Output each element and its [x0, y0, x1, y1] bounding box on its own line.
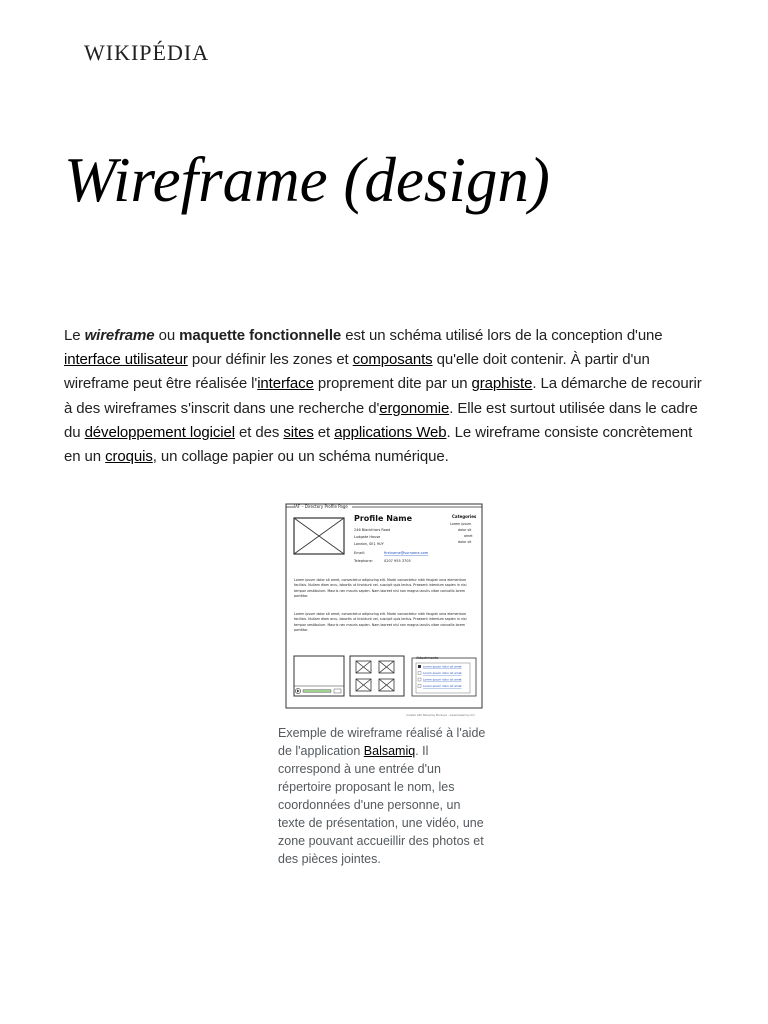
- photo-grid-placeholder: [350, 656, 404, 696]
- mockup-profile-name: Profile Name: [354, 514, 413, 523]
- link-graphiste[interactable]: graphiste: [471, 375, 533, 393]
- mockup-footer-credit: created with Balsamiq Mockups - www.balsamiq.com: [406, 714, 475, 717]
- mockup-attachment-1: Lorem ipsum dolor sit amet: [423, 664, 462, 669]
- mockup-address-line-3: London, SE1 9UY: [354, 542, 384, 546]
- page-title: Wireframe (design): [64, 145, 550, 215]
- link-balsamiq[interactable]: Balsamiq: [363, 744, 416, 758]
- mockup-categories-title: Categories: [452, 514, 477, 519]
- wikipedia-logo[interactable]: WIKIPÉDIA: [84, 40, 210, 65]
- mockup-telephone-value: 0207 955 3705: [384, 559, 411, 563]
- link-ergonomie[interactable]: ergonomie: [379, 399, 450, 417]
- link-interface[interactable]: interface: [257, 375, 314, 393]
- mockup-paragraph-2: Lorem ipsum dolor sit amet, consectetur adipiscing elit. Morbi consectetur nibh feugiat urna elementum facilisis. Nullam diam arcu, lobortis ut tincidunt vel, suscipit quis lectus. Praesent interdum sapien in nisi tempor vestibulum. Mauris nec mauris sapien. Nam laoreet nisl non magna iaculis vitae convallis lorem porttitor.: [294, 612, 467, 633]
- attachments-panel: [412, 656, 476, 696]
- link-composants[interactable]: composants: [352, 351, 433, 369]
- figure-caption: Exemple de wireframe réalisé à l'aide de l'application Balsamiq. Il correspond à une entrée d'un répertoire proposant le nom, les coordonnées d'une personne, un texte de présentation, une vidéo, une zone pouvant accueillir des photos et des pièces jointes.: [278, 726, 486, 866]
- mockup-address-line-1: 246 Blackfriars Road: [354, 528, 391, 532]
- mockup-telephone-label: Telephone:: [354, 559, 373, 563]
- mockup-window-title: IAF – Directory Profile Page: [294, 504, 348, 509]
- link-applications-web[interactable]: applications Web: [334, 423, 447, 441]
- mockup-category-1: Lorem ipsum: [450, 522, 472, 526]
- mockup-paragraph-1: Lorem ipsum dolor sit amet, consectetur adipiscing elit. Morbi consectetur nibh feugiat urna elementum facilisis. Nullam diam arcu, lobortis ut tincidunt vel, suscipit quis lectus. Praesent interdum sapien in nisi tempor vestibulum. Mauris nec mauris sapien. Nam laoreet nisl non magna iaculis vitae convallis lorem porttitor.: [294, 578, 467, 599]
- link-croquis[interactable]: croquis: [105, 448, 153, 466]
- mockup-attachments-title: Attachments: [416, 656, 439, 660]
- mockup-attachment-2: Lorem ipsum dolor sit amet: [423, 671, 462, 675]
- link-sites[interactable]: sites: [283, 423, 314, 441]
- mockup-email-label: Email:: [354, 551, 365, 555]
- mockup-email-value: firstname@surname.com: [384, 551, 429, 555]
- mockup-category-2: dolor sit: [458, 528, 472, 532]
- term-wireframe: wireframe: [84, 327, 155, 344]
- link-interface-utilisateur[interactable]: interface utilisateur: [64, 351, 188, 369]
- mockup-attachment-3: Lorem ipsum dolor sit amet: [423, 677, 462, 682]
- mockup-attachment-4: Lorem ipsum dolor sit amet: [423, 684, 462, 688]
- profile-picture-placeholder: [294, 518, 344, 554]
- figure: [278, 498, 490, 868]
- mockup-category-4: dolor sit: [458, 540, 472, 544]
- wireframe-example-image[interactable]: [282, 498, 486, 720]
- mockup-category-3: amet: [464, 534, 473, 538]
- video-player-placeholder: [294, 656, 344, 696]
- mockup-address-line-2: Ludgate House: [354, 535, 381, 539]
- term-maquette-fonctionnelle: maquette fonctionnelle: [179, 327, 342, 344]
- intro-paragraph: Le wireframe ou maquette fonctionnelle est un schéma utilisé lors de la conception d'une interface utilisateur pour définir les zones et composants qu'elle doit contenir. À partir d'un wireframe peut être réalisée l'interface proprement dite par un graphiste. La démarche de recourir à des wireframes s'inscrit dans une recherche d'ergonomie. Elle est surtout utilisée dans le cadre du développement logiciel et des sites et applications Web. Le wireframe consiste concrètement en un croquis, un collage papier ou un schéma numérique.: [64, 327, 702, 466]
- link-developpement-logiciel[interactable]: développement logiciel: [84, 423, 235, 441]
